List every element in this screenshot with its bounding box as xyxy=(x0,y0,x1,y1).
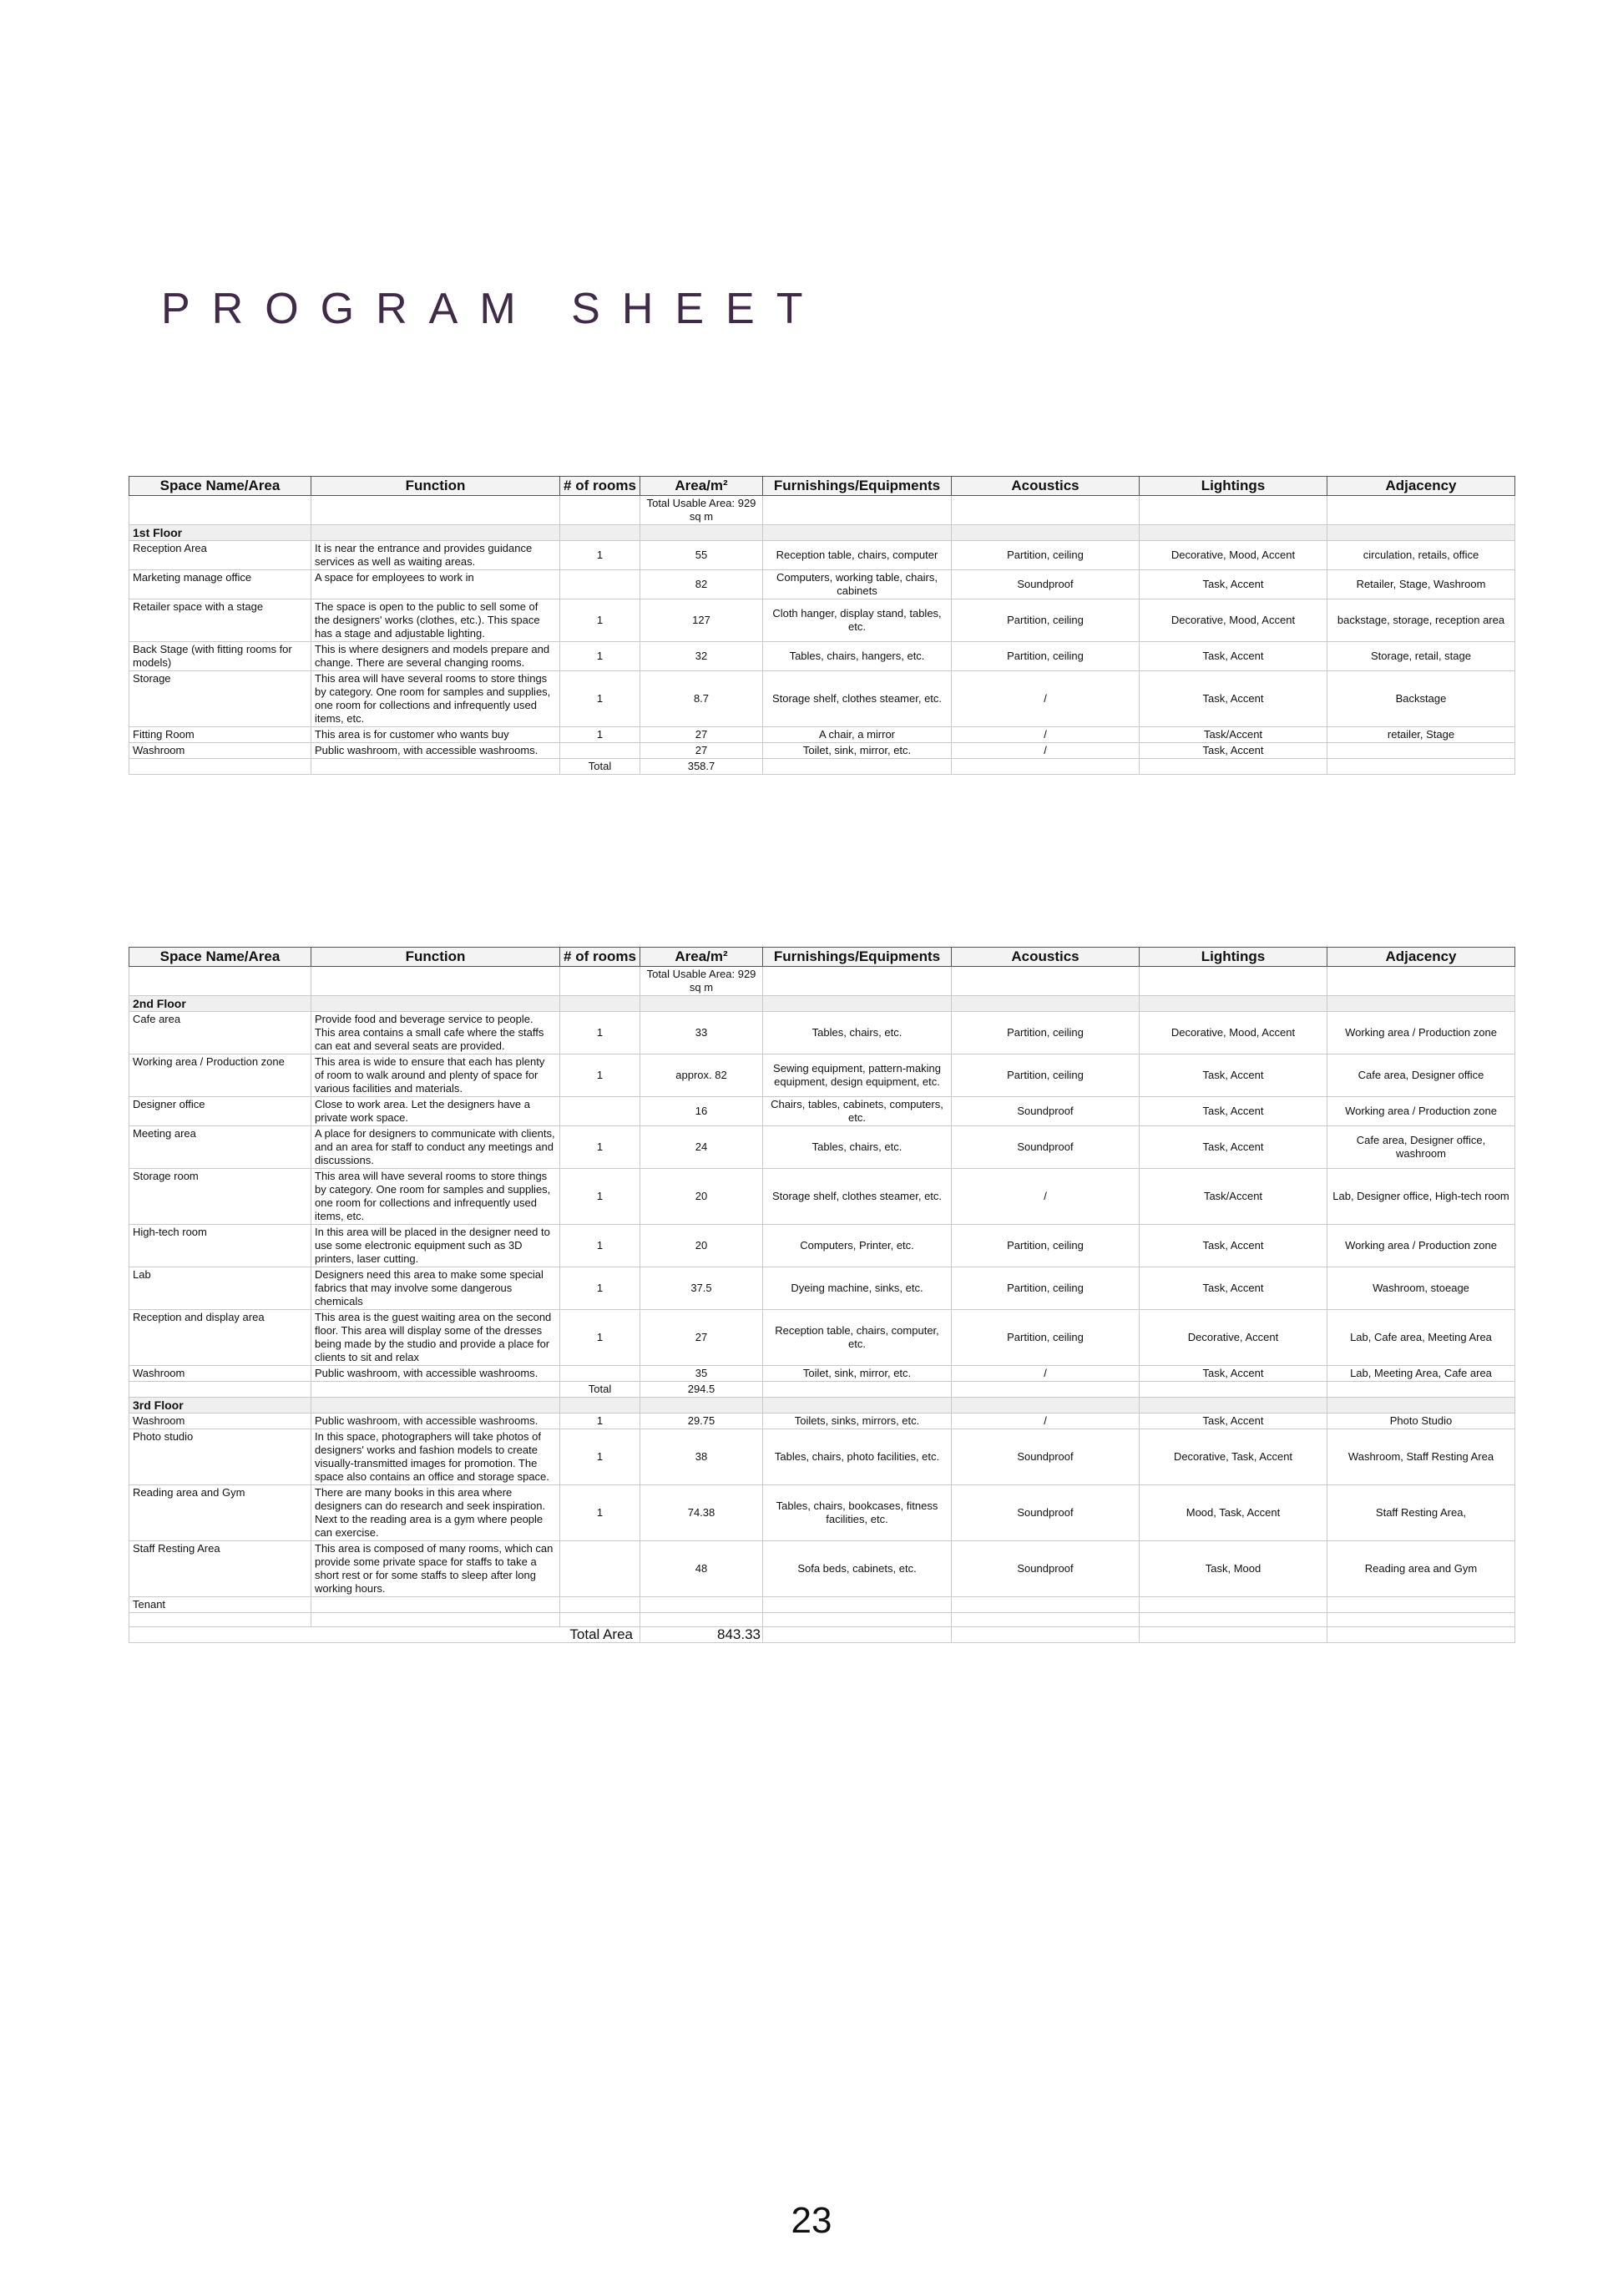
area-cell: 20 xyxy=(640,1169,763,1225)
usable-area-row xyxy=(129,967,1515,996)
lightings-cell: Task, Accent xyxy=(1140,671,1327,727)
empty-cell xyxy=(763,1398,952,1414)
empty-cell xyxy=(952,1613,1140,1627)
furnishings-cell: Computers, Printer, etc. xyxy=(763,1225,952,1267)
lightings-cell: Task, Accent xyxy=(1140,743,1327,759)
area-cell: 35 xyxy=(640,1366,763,1382)
table-row xyxy=(129,1267,1515,1310)
empty-cell xyxy=(1140,967,1327,996)
total-label: Total xyxy=(560,1382,640,1398)
column-header: Lightings xyxy=(1140,948,1327,967)
adjacency-cell: Washroom, stoeage xyxy=(1327,1267,1515,1310)
table-row xyxy=(129,1485,1515,1541)
area-cell: 27 xyxy=(640,1310,763,1366)
furnishings-cell: Storage shelf, clothes steamer, etc. xyxy=(763,1169,952,1225)
empty-cell xyxy=(952,1398,1140,1414)
floor-row xyxy=(129,525,1515,541)
area-cell: 127 xyxy=(640,599,763,642)
adjacency-cell: Cafe area, Designer office, washroom xyxy=(1327,1126,1515,1169)
rooms-cell: 1 xyxy=(560,1169,640,1225)
adjacency-cell: Photo Studio xyxy=(1327,1414,1515,1429)
usable-area-cell: Total Usable Area: 929 sq m xyxy=(640,967,763,996)
table-row xyxy=(129,1012,1515,1054)
rooms-cell: 1 xyxy=(560,541,640,570)
area-cell: 20 xyxy=(640,1225,763,1267)
rooms-cell xyxy=(560,1541,640,1597)
furnishings-cell: Reception table, chairs, computer xyxy=(763,541,952,570)
acoustics-cell: Partition, ceiling xyxy=(952,1225,1140,1267)
rooms-cell: 1 xyxy=(560,1310,640,1366)
adjacency-cell: Lab, Designer office, High-tech room xyxy=(1327,1169,1515,1225)
acoustics-cell: Soundproof xyxy=(952,1429,1140,1485)
function-cell: This is where designers and models prepare and change. There are several changing rooms. xyxy=(311,642,560,671)
acoustics-cell: Partition, ceiling xyxy=(952,1310,1140,1366)
page-title: PROGRAM SHEET xyxy=(161,285,825,333)
column-header: # of rooms xyxy=(560,477,640,496)
header-row xyxy=(129,477,1515,496)
adjacency-cell: Reading area and Gym xyxy=(1327,1541,1515,1597)
adjacency-cell: Cafe area, Designer office xyxy=(1327,1054,1515,1097)
lightings-cell: Mood, Task, Accent xyxy=(1140,1485,1327,1541)
column-header: Acoustics xyxy=(952,948,1140,967)
rooms-cell: 1 xyxy=(560,1126,640,1169)
acoustics-cell: / xyxy=(952,671,1140,727)
empty-cell xyxy=(763,996,952,1012)
empty-cell xyxy=(311,967,560,996)
empty-cell xyxy=(1140,1382,1327,1398)
rooms-cell xyxy=(560,1366,640,1382)
space-name-cell: Reception and display area xyxy=(129,1310,311,1366)
lightings-cell: Task, Accent xyxy=(1140,1225,1327,1267)
floor-row xyxy=(129,996,1515,1012)
table-row xyxy=(129,1225,1515,1267)
table-row xyxy=(129,1054,1515,1097)
furnishings-cell: Toilet, sink, mirror, etc. xyxy=(763,743,952,759)
rooms-cell xyxy=(560,743,640,759)
function-cell: In this space, photographers will take photos of designers' works and fashion models to create visually-transmitted images for promotion. The space also contains an office and storage space. xyxy=(311,1429,560,1485)
empty-cell xyxy=(952,996,1140,1012)
space-name-cell: High-tech room xyxy=(129,1225,311,1267)
usable-area-row xyxy=(129,496,1515,525)
furnishings-cell: Tables, chairs, hangers, etc. xyxy=(763,642,952,671)
empty-cell xyxy=(129,496,311,525)
column-header: Acoustics xyxy=(952,477,1140,496)
table-row xyxy=(129,1097,1515,1126)
acoustics-cell: / xyxy=(952,1169,1140,1225)
page-number: 23 xyxy=(791,2200,832,2241)
lightings-cell: Task, Accent xyxy=(1140,570,1327,599)
function-cell: A place for designers to communicate with clients, and an area for staff to conduct any meetings and discussions. xyxy=(311,1126,560,1169)
empty-cell xyxy=(1327,996,1515,1012)
empty-cell xyxy=(1140,1627,1327,1643)
area-cell: 8.7 xyxy=(640,671,763,727)
column-header: Adjacency xyxy=(1327,477,1515,496)
acoustics-cell: / xyxy=(952,727,1140,743)
floor-label: 1st Floor xyxy=(129,525,311,541)
empty-cell xyxy=(640,1398,763,1414)
table-row xyxy=(129,1169,1515,1225)
empty-cell xyxy=(311,1398,560,1414)
acoustics-cell: Partition, ceiling xyxy=(952,1054,1140,1097)
function-cell: In this area will be placed in the designer need to use some electronic equipment such as 3D printers, laser cutting. xyxy=(311,1225,560,1267)
rooms-cell: 1 xyxy=(560,1414,640,1429)
empty-cell xyxy=(560,525,640,541)
space-name-cell: Photo studio xyxy=(129,1429,311,1485)
function-cell: This area is wide to ensure that each has plenty of room to walk around and plenty of space for various facilities and materials. xyxy=(311,1054,560,1097)
function-cell: There are many books in this area where designers can do research and seek inspiration. Next to the reading area is a gym where people can exercise. xyxy=(311,1485,560,1541)
table-row xyxy=(129,541,1515,570)
column-header: Furnishings/Equipments xyxy=(763,948,952,967)
function-cell: This area is composed of many rooms, which can provide some private space for staffs to take a short rest or for some staffs to sleep after long working hours. xyxy=(311,1541,560,1597)
lightings-cell xyxy=(1140,1597,1327,1613)
space-name-cell: Washroom xyxy=(129,1414,311,1429)
adjacency-cell: Working area / Production zone xyxy=(1327,1012,1515,1054)
empty-cell xyxy=(1327,1613,1515,1627)
function-cell: It is near the entrance and provides guidance services as well as waiting areas. xyxy=(311,541,560,570)
furnishings-cell: Tables, chairs, etc. xyxy=(763,1012,952,1054)
column-header: Adjacency xyxy=(1327,948,1515,967)
floor-label: 3rd Floor xyxy=(129,1398,311,1414)
lightings-cell: Task, Accent xyxy=(1140,1267,1327,1310)
function-cell: Designers need this area to make some special fabrics that may involve some dangerous chemicals xyxy=(311,1267,560,1310)
adjacency-cell xyxy=(1327,743,1515,759)
space-name-cell: Fitting Room xyxy=(129,727,311,743)
empty-cell xyxy=(311,525,560,541)
adjacency-cell: Lab, Cafe area, Meeting Area xyxy=(1327,1310,1515,1366)
space-name-cell: Meeting area xyxy=(129,1126,311,1169)
space-name-cell: Lab xyxy=(129,1267,311,1310)
total-row xyxy=(129,759,1515,775)
lightings-cell: Task, Accent xyxy=(1140,1097,1327,1126)
space-name-cell: Reception Area xyxy=(129,541,311,570)
column-header: Space Name/Area xyxy=(129,948,311,967)
lightings-cell: Task, Mood xyxy=(1140,1541,1327,1597)
function-cell: Close to work area. Let the designers have a private work space. xyxy=(311,1097,560,1126)
space-name-cell: Working area / Production zone xyxy=(129,1054,311,1097)
empty-cell xyxy=(763,759,952,775)
acoustics-cell: Soundproof xyxy=(952,1485,1140,1541)
furnishings-cell: Tables, chairs, etc. xyxy=(763,1126,952,1169)
adjacency-cell: Staff Resting Area, xyxy=(1327,1485,1515,1541)
empty-cell xyxy=(311,759,560,775)
empty-cell xyxy=(1327,1382,1515,1398)
rooms-cell: 1 xyxy=(560,1054,640,1097)
area-cell: 82 xyxy=(640,570,763,599)
furnishings-cell: Sewing equipment, pattern-making equipment, design equipment, etc. xyxy=(763,1054,952,1097)
empty-cell xyxy=(1327,759,1515,775)
area-cell: 55 xyxy=(640,541,763,570)
column-header: # of rooms xyxy=(560,948,640,967)
floor-row xyxy=(129,1398,1515,1414)
furnishings-cell xyxy=(763,1597,952,1613)
empty-cell xyxy=(763,1382,952,1398)
function-cell: Public washroom, with accessible washrooms. xyxy=(311,743,560,759)
table-row xyxy=(129,1366,1515,1382)
empty-cell xyxy=(952,967,1140,996)
lightings-cell: Decorative, Mood, Accent xyxy=(1140,599,1327,642)
rooms-cell xyxy=(560,570,640,599)
table-row xyxy=(129,727,1515,743)
furnishings-cell: Chairs, tables, cabinets, computers, etc. xyxy=(763,1097,952,1126)
function-cell: This area will have several rooms to store things by category. One room for samples and supplies, one room for collections and infrequently used items, etc. xyxy=(311,1169,560,1225)
acoustics-cell: Partition, ceiling xyxy=(952,1267,1140,1310)
space-name-cell: Washroom xyxy=(129,743,311,759)
acoustics-cell: Soundproof xyxy=(952,570,1140,599)
space-name-cell: Retailer space with a stage xyxy=(129,599,311,642)
column-header: Lightings xyxy=(1140,477,1327,496)
total-value: 843.33 xyxy=(640,1627,763,1643)
space-name-cell: Storage room xyxy=(129,1169,311,1225)
rooms-cell xyxy=(560,1597,640,1613)
table-row xyxy=(129,671,1515,727)
acoustics-cell: / xyxy=(952,743,1140,759)
acoustics-cell: Partition, ceiling xyxy=(952,642,1140,671)
empty-cell xyxy=(1140,759,1327,775)
function-cell: This area is the guest waiting area on the second floor. This area will display some of the dresses being made by the studio and provide a place for clients to sit and relax xyxy=(311,1310,560,1366)
furnishings-cell: A chair, a mirror xyxy=(763,727,952,743)
table-row xyxy=(129,642,1515,671)
empty-cell xyxy=(763,1627,952,1643)
function-cell: This area is for customer who wants buy xyxy=(311,727,560,743)
empty-cell xyxy=(1327,1398,1515,1414)
rooms-cell: 1 xyxy=(560,1225,640,1267)
space-name-cell: Back Stage (with fitting rooms for models) xyxy=(129,642,311,671)
empty-cell xyxy=(1327,967,1515,996)
column-header: Function xyxy=(311,948,560,967)
empty-cell xyxy=(1327,1627,1515,1643)
space-name-cell: Marketing manage office xyxy=(129,570,311,599)
rooms-cell: 1 xyxy=(560,727,640,743)
area-cell: 38 xyxy=(640,1429,763,1485)
area-cell: approx. 82 xyxy=(640,1054,763,1097)
empty-row xyxy=(129,1613,1515,1627)
empty-cell xyxy=(560,496,640,525)
lightings-cell: Decorative, Mood, Accent xyxy=(1140,1012,1327,1054)
column-header: Area/m² xyxy=(640,948,763,967)
empty-cell xyxy=(640,525,763,541)
empty-cell xyxy=(1140,496,1327,525)
table-row xyxy=(129,1414,1515,1429)
space-name-cell: Washroom xyxy=(129,1366,311,1382)
acoustics-cell: / xyxy=(952,1414,1140,1429)
empty-cell xyxy=(640,1613,763,1627)
lightings-cell: Task, Accent xyxy=(1140,1414,1327,1429)
area-cell: 74.38 xyxy=(640,1485,763,1541)
empty-cell xyxy=(1327,496,1515,525)
empty-cell xyxy=(560,996,640,1012)
rooms-cell: 1 xyxy=(560,1267,640,1310)
empty-cell xyxy=(952,1382,1140,1398)
empty-cell xyxy=(952,496,1140,525)
lightings-cell: Decorative, Task, Accent xyxy=(1140,1429,1327,1485)
area-cell: 24 xyxy=(640,1126,763,1169)
empty-cell xyxy=(1140,1398,1327,1414)
rooms-cell: 1 xyxy=(560,1012,640,1054)
program-table-upper-floors xyxy=(129,947,1515,1643)
lightings-cell: Task, Accent xyxy=(1140,1366,1327,1382)
space-name-cell: Reading area and Gym xyxy=(129,1485,311,1541)
function-cell: Provide food and beverage service to people. This area contains a small cafe where the staffs can eat and several seats are provided. xyxy=(311,1012,560,1054)
table-row xyxy=(129,570,1515,599)
function-cell: A space for employees to work in xyxy=(311,570,560,599)
space-name-cell: Storage xyxy=(129,671,311,727)
empty-cell xyxy=(952,759,1140,775)
furnishings-cell: Toilets, sinks, mirrors, etc. xyxy=(763,1414,952,1429)
total-value: 294.5 xyxy=(640,1382,763,1398)
empty-cell xyxy=(560,1398,640,1414)
column-header: Space Name/Area xyxy=(129,477,311,496)
furnishings-cell: Cloth hanger, display stand, tables, etc. xyxy=(763,599,952,642)
lightings-cell: Task, Accent xyxy=(1140,1126,1327,1169)
rooms-cell xyxy=(560,1097,640,1126)
empty-cell xyxy=(763,496,952,525)
lightings-cell: Decorative, Accent xyxy=(1140,1310,1327,1366)
area-cell: 37.5 xyxy=(640,1267,763,1310)
function-cell xyxy=(311,1597,560,1613)
total-value: 358.7 xyxy=(640,759,763,775)
empty-cell xyxy=(311,1613,560,1627)
space-name-cell: Designer office xyxy=(129,1097,311,1126)
rooms-cell: 1 xyxy=(560,671,640,727)
table-row xyxy=(129,743,1515,759)
rooms-cell: 1 xyxy=(560,599,640,642)
area-cell: 48 xyxy=(640,1541,763,1597)
table-row xyxy=(129,599,1515,642)
function-cell: Public washroom, with accessible washrooms. xyxy=(311,1366,560,1382)
adjacency-cell: Working area / Production zone xyxy=(1327,1225,1515,1267)
furnishings-cell: Storage shelf, clothes steamer, etc. xyxy=(763,671,952,727)
empty-cell xyxy=(311,1382,560,1398)
empty-cell xyxy=(311,996,560,1012)
column-header: Area/m² xyxy=(640,477,763,496)
lightings-cell: Task/Accent xyxy=(1140,727,1327,743)
adjacency-cell: Lab, Meeting Area, Cafe area xyxy=(1327,1366,1515,1382)
acoustics-cell: Soundproof xyxy=(952,1097,1140,1126)
adjacency-cell: Storage, retail, stage xyxy=(1327,642,1515,671)
column-header: Function xyxy=(311,477,560,496)
furnishings-cell: Computers, working table, chairs, cabinets xyxy=(763,570,952,599)
adjacency-cell: retailer, Stage xyxy=(1327,727,1515,743)
function-cell: The space is open to the public to sell some of the designers' works (clothes, etc.). This space has a stage and adjustable lighting. xyxy=(311,599,560,642)
area-cell: 29.75 xyxy=(640,1414,763,1429)
area-cell: 27 xyxy=(640,727,763,743)
floor-label: 2nd Floor xyxy=(129,996,311,1012)
total-row xyxy=(129,1627,1515,1643)
rooms-cell: 1 xyxy=(560,1429,640,1485)
table-row xyxy=(129,1429,1515,1485)
adjacency-cell: Working area / Production zone xyxy=(1327,1097,1515,1126)
program-table-first-floor xyxy=(129,476,1515,775)
empty-cell xyxy=(952,1627,1140,1643)
function-cell: This area will have several rooms to store things by category. One room for samples and supplies, one room for collections and infrequently used items, etc. xyxy=(311,671,560,727)
function-cell: Public washroom, with accessible washrooms. xyxy=(311,1414,560,1429)
total-label: Total Area xyxy=(129,1627,640,1643)
empty-cell xyxy=(1140,525,1327,541)
lightings-cell: Task/Accent xyxy=(1140,1169,1327,1225)
furnishings-cell: Sofa beds, cabinets, etc. xyxy=(763,1541,952,1597)
acoustics-cell xyxy=(952,1597,1140,1613)
rooms-cell: 1 xyxy=(560,1485,640,1541)
area-cell: 27 xyxy=(640,743,763,759)
adjacency-cell: backstage, storage, reception area xyxy=(1327,599,1515,642)
table-row xyxy=(129,1541,1515,1597)
empty-cell xyxy=(1140,1613,1327,1627)
furnishings-cell: Reception table, chairs, computer, etc. xyxy=(763,1310,952,1366)
acoustics-cell: Partition, ceiling xyxy=(952,541,1140,570)
lightings-cell: Task, Accent xyxy=(1140,1054,1327,1097)
adjacency-cell: circulation, retails, office xyxy=(1327,541,1515,570)
table-row xyxy=(129,1597,1515,1613)
acoustics-cell: Partition, ceiling xyxy=(952,1012,1140,1054)
lightings-cell: Task, Accent xyxy=(1140,642,1327,671)
area-cell: 32 xyxy=(640,642,763,671)
table-row xyxy=(129,1310,1515,1366)
acoustics-cell: Soundproof xyxy=(952,1541,1140,1597)
area-cell: 16 xyxy=(640,1097,763,1126)
column-header: Furnishings/Equipments xyxy=(763,477,952,496)
empty-cell xyxy=(952,525,1140,541)
adjacency-cell xyxy=(1327,1597,1515,1613)
usable-area-cell: Total Usable Area: 929 sq m xyxy=(640,496,763,525)
empty-cell xyxy=(560,1613,640,1627)
total-row xyxy=(129,1382,1515,1398)
area-cell: 33 xyxy=(640,1012,763,1054)
header-row xyxy=(129,948,1515,967)
furnishings-cell: Tables, chairs, photo facilities, etc. xyxy=(763,1429,952,1485)
empty-cell xyxy=(129,759,311,775)
adjacency-cell: Washroom, Staff Resting Area xyxy=(1327,1429,1515,1485)
acoustics-cell: Soundproof xyxy=(952,1126,1140,1169)
acoustics-cell: / xyxy=(952,1366,1140,1382)
empty-cell xyxy=(763,967,952,996)
space-name-cell: Staff Resting Area xyxy=(129,1541,311,1597)
empty-cell xyxy=(129,967,311,996)
furnishings-cell: Dyeing machine, sinks, etc. xyxy=(763,1267,952,1310)
table-row xyxy=(129,1126,1515,1169)
space-name-cell: Cafe area xyxy=(129,1012,311,1054)
empty-cell xyxy=(640,996,763,1012)
adjacency-cell: Retailer, Stage, Washroom xyxy=(1327,570,1515,599)
space-name-cell: Tenant xyxy=(129,1597,311,1613)
empty-cell xyxy=(129,1613,311,1627)
empty-cell xyxy=(1327,525,1515,541)
empty-cell xyxy=(560,967,640,996)
acoustics-cell: Partition, ceiling xyxy=(952,599,1140,642)
total-label: Total xyxy=(560,759,640,775)
rooms-cell: 1 xyxy=(560,642,640,671)
empty-cell xyxy=(763,1613,952,1627)
furnishings-cell: Tables, chairs, bookcases, fitness facilities, etc. xyxy=(763,1485,952,1541)
furnishings-cell: Toilet, sink, mirror, etc. xyxy=(763,1366,952,1382)
empty-cell xyxy=(311,496,560,525)
empty-cell xyxy=(1140,996,1327,1012)
lightings-cell: Decorative, Mood, Accent xyxy=(1140,541,1327,570)
empty-cell xyxy=(763,525,952,541)
adjacency-cell: Backstage xyxy=(1327,671,1515,727)
empty-cell xyxy=(129,1382,311,1398)
area-cell xyxy=(640,1597,763,1613)
